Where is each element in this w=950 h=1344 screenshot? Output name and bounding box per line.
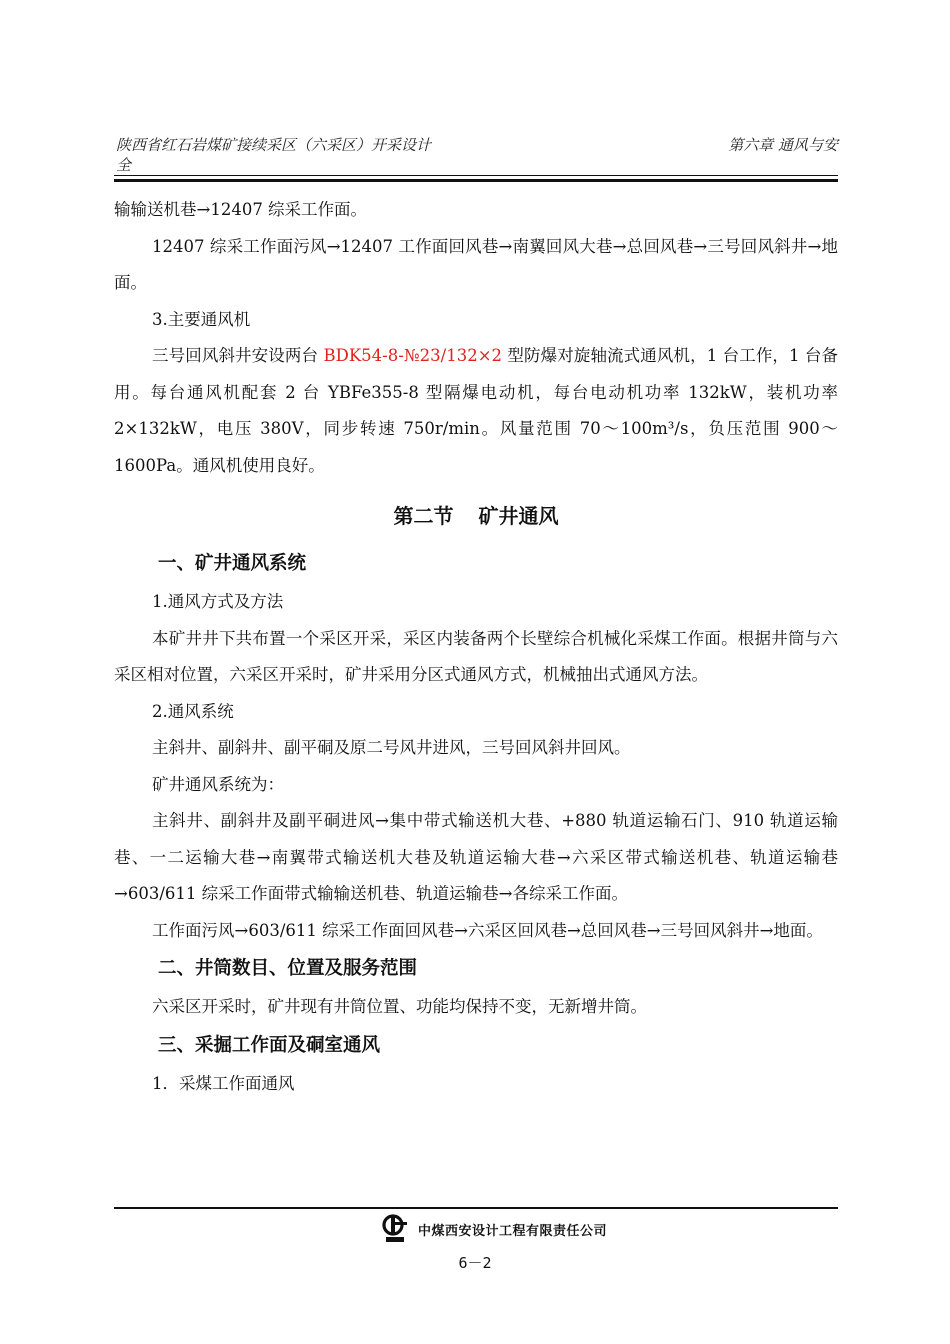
- paragraph-fan-spec: [114, 338, 838, 484]
- header-title-line2: 全: [116, 156, 132, 174]
- footer-rule: [114, 1207, 838, 1209]
- paragraph: 工作面污风→603/611 综采工作面回风巷→六采区回风巷→总回风巷→三号回风斜井→地面。: [152, 920, 823, 940]
- document-body: [114, 192, 838, 1102]
- subsection-heading: 一、矿井通风系统: [158, 553, 307, 574]
- subsection-heading: 二、井筒数目、位置及服务范围: [158, 958, 418, 979]
- paragraph: 矿井通风系统为：: [152, 774, 284, 794]
- paragraph: 1．采煤工作面通风: [152, 1073, 295, 1093]
- header-chapter-title: 第六章 通风与安: [728, 136, 838, 154]
- paragraph: 1.通风方式及方法: [152, 592, 284, 611]
- paragraph: 主斜井、副斜井及副平硐进风→集中带式输送机大巷、+880 轨道运输石门、910 轨道运输巷、一二运输大巷→南翼带式输送机大巷及轨道运输大巷→六采区带式输送机巷、轨道运输巷→603/611 综采工作面带式输输送机巷、轨道运输巷→各综采工作面。: [114, 811, 838, 903]
- header-rule-thick: [114, 179, 838, 182]
- header-document-title: [116, 135, 516, 175]
- paragraph: 六采区开采时，矿井现有井筒位置、功能均保持不变，无新增井筒。: [152, 997, 647, 1016]
- company-name: 中煤西安设计工程有限责任公司: [418, 1223, 608, 1239]
- text-span: 三号回风斜井安设两台: [152, 346, 324, 365]
- paragraph: 2.通风系统: [152, 701, 234, 721]
- paragraph: 3.主要通风机: [152, 309, 251, 329]
- subsection-heading: 三、采掘工作面及硐室通风: [158, 1034, 381, 1056]
- paragraph: 12407 综采工作面污风→12407 工作面回风巷→南翼回风大巷→总回风巷→三号回风斜井→地面。: [114, 236, 838, 292]
- section-title: 第二节 矿井通风: [393, 504, 559, 528]
- highlighted-model-number: BDK54-8-№23/132×2: [323, 346, 503, 365]
- paragraph: 主斜井、副斜井、副平硐及原二号风井进风，三号回风斜井回风。: [152, 738, 631, 757]
- header-rule-thin: [114, 175, 838, 176]
- paragraph: 本矿井井下共布置一个采区开采，采区内装备两个长壁综合机械化采煤工作面。根据井筒与六采区相对位置，六采区开采时，矿井采用分区式通风方式，机械抽出式通风方法。: [114, 628, 838, 684]
- footer-branding: [380, 1213, 607, 1245]
- paragraph: 输输送机巷→12407 综采工作面。: [114, 200, 368, 219]
- china-coal-logo-icon: [380, 1214, 410, 1244]
- header-title-line1: 陕西省红石岩煤矿接续采区（六采区）开采设计: [116, 136, 432, 154]
- text-span: 型防爆对旋轴流式通风机，1 台工作，1 台备用。每台通风机配套 2 台 YBFe355-8 型隔爆电动机，每台电动机功率 132kW，装机功率 2×132kW，电压 380V，同步转速 750r/min。风量范围 70～100m³/s，负压范围 900～1600Pa。通风机使用良好。: [114, 346, 839, 475]
- page-number: 6－2: [458, 1254, 492, 1272]
